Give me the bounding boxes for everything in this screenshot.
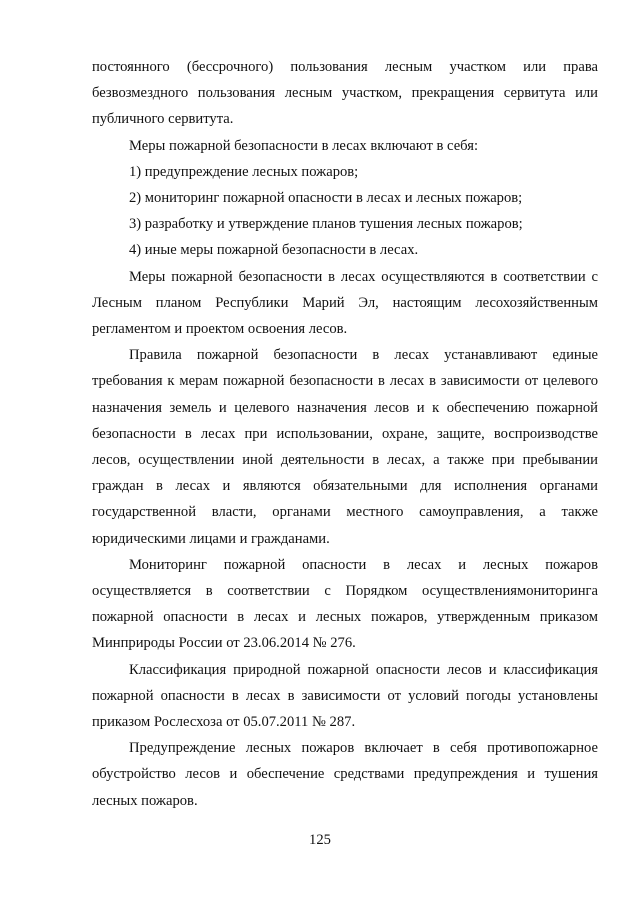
list-item-4: 4) иные меры пожарной безопасности в лесах. [129,242,419,259]
paragraph-forest-plan: Меры пожарной безопасности в лесах осуществляются в соответствии с Лесным планом Республики Марий Эл, настоящим лесохозяйственным регламентом и проектом освоения лесов. [92,268,598,338]
paragraph-fire-safety-measures-intro: Меры пожарной безопасности в лесах включают в себя: [129,137,478,154]
paragraph-fire-safety-rules: Правила пожарной безопасности в лесах устанавливают единые требования к мерам пожарной безопасности в лесах в зависимости от целевого назначения земель и целевого назначения лесов и к обеспечению пожарной безопасности в лесах при использовании, охране, защите, воспроизводстве лесов, осуществлении иной деятельности в лесах, а также при пребывании граждан в лесах и являются обязательными для исполнения органами государственной власти, органами местного самоуправления, а также юридическими лицами и гражданами. [92,347,598,547]
list-item-3: 3) разработку и утверждение планов тушения лесных пожаров; [129,216,523,233]
paragraph-classification: Классификация природной пожарной опасности лесов и классификация пожарной опасности в лесах в зависимости от условий погоды установлены приказом Рослесхоза от 05.07.2011 № 287. [92,661,598,731]
page-number: 125 [309,832,331,848]
list-item-1: 1) предупреждение лесных пожаров; [129,163,359,180]
paragraph-monitoring: Мониторинг пожарной опасности в лесах и лесных пожаров осуществляется в соответствии с Порядком осуществлениямониторинга пожарной опасности в лесах и лесных пожаров, утвержденным приказом Минприроды России от 23.06.2014 № 276. [92,556,598,652]
paragraph-continuation: постоянного (бессрочного) пользования лесным участком или права безвозмездного пользования лесным участком, прекращения сервитута или публичного сервитута. [92,59,598,128]
paragraph-prevention: Предупреждение лесных пожаров включает в себя противопожарное обустройство лесов и обеспечение средствами предупреждения и тушения лесных пожаров. [92,740,598,809]
list-item-2: 2) мониторинг пожарной опасности в лесах и лесных пожаров; [129,190,523,207]
body-text [92,54,598,814]
